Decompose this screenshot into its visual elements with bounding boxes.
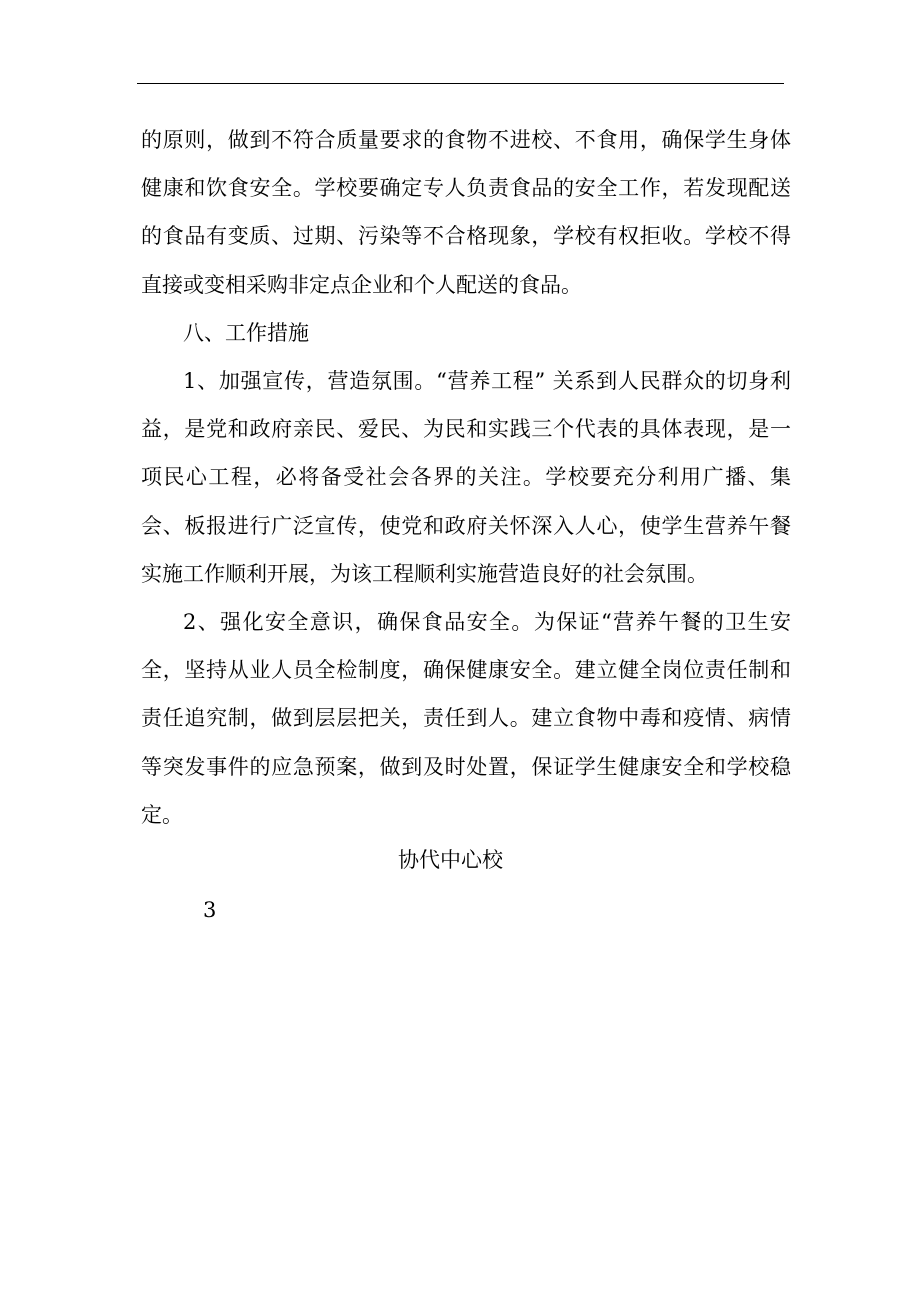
section-heading: 八、工作措施 [183, 320, 309, 345]
signature: 协代中心校 [398, 848, 503, 872]
header-rule [137, 83, 784, 84]
paragraph-continuation: 的原则，做到不符合质量要求的食物不进校、不食用，确保学生身体健康和饮食安全。学校要确定专人负责食品的安全工作，若发现配送的食品有变质、过期、污染等不合格现象，学校有权拒收。学校不得直接或变相采购非定点企业和个人配送的食品。 [141, 128, 791, 297]
paragraph-measure-1: 1、加强宣传，营造氛围。“营养工程” 关系到人民群众的切身利益，是党和政府亲民、爱民、为民和实践三个代表的具体表现，是一项民心工程，必将备受社会各界的关注。学校要充分利用广播、集会、板报进行广泛宣传，使党和政府关怀深入人心，使学生营养午餐实施工作顺利开展，为该工程顺利实施营造良好的社会氛围。 [141, 369, 791, 586]
body-text [141, 116, 791, 839]
paragraph-measure-2: 2、强化安全意识，确保食品安全。为保证“营养午餐的卫生安全，坚持从业人员全检制度，确保健康安全。建立健全岗位责任制和责任追究制，做到层层把关，责任到人。建立食物中毒和疫情、病情等突发事件的应急预案，做到及时处置，保证学生健康安全和学校稳定。 [141, 610, 791, 827]
page-number: 3 [203, 898, 217, 922]
